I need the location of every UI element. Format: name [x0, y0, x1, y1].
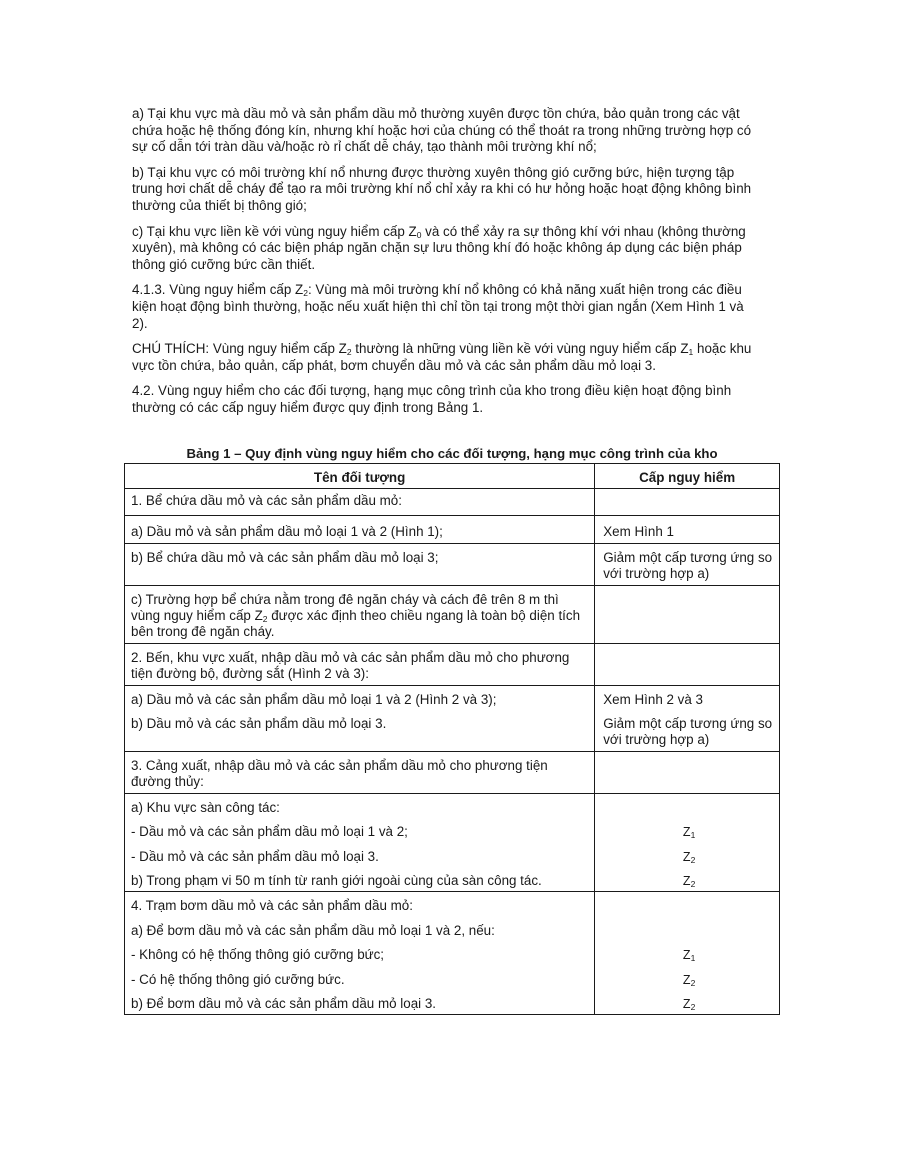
header-hazard-level: Cấp nguy hiểm	[595, 464, 780, 489]
cell-line: a) Để bơm dầu mỏ và các sản phẩm dầu mỏ loại 1 và 2, nếu:	[131, 922, 495, 938]
table-row	[125, 585, 780, 643]
table-row	[125, 892, 780, 1015]
cell-line: b) Trong phạm vi 50 m tính từ ranh giới ngoài cùng của sàn công tác.	[131, 872, 542, 888]
paragraph-4-1-3	[132, 282, 762, 332]
cell-line: b) Dầu mỏ và các sản phẩm dầu mỏ loại 3.	[131, 716, 387, 732]
table-row	[125, 685, 780, 751]
table-header-row	[125, 464, 780, 489]
paragraph-c	[132, 224, 762, 274]
table-cell	[125, 892, 595, 1015]
subscript: 2	[346, 347, 352, 358]
table-cell	[595, 793, 780, 892]
note-text: CHÚ THÍCH: Vùng nguy hiểm cấp Z	[132, 341, 347, 357]
cell-line	[603, 898, 775, 914]
table-row	[125, 793, 780, 892]
table-cell: b) Bể chứa dầu mỏ và các sản phẩm dầu mỏ loại 3;	[125, 543, 595, 585]
paragraph-4-2	[132, 383, 762, 416]
table-cell: a) Dầu mỏ và sản phẩm dầu mỏ loại 1 và 2 (Hình 1);	[125, 516, 595, 543]
cell-line: b) Để bơm dầu mỏ và các sản phẩm dầu mỏ loại 3.	[131, 995, 437, 1011]
hazard-level: $Z_2$	[682, 996, 696, 1012]
subscript: 2	[303, 288, 308, 299]
subscript: 2	[262, 614, 268, 625]
table-cell	[595, 685, 780, 751]
paragraph-42-text: 4.2. Vùng nguy hiểm cho các đối tượng, hạng mục công trình của kho trong điều kiện hoạt động bình thường có các cấp nguy hiểm được quy định trong Bảng 1.	[132, 383, 732, 415]
table-cell	[595, 892, 780, 1015]
table-row	[125, 751, 780, 793]
subscript: 1	[688, 347, 694, 358]
cell-line: 4. Trạm bơm dầu mỏ và các sản phẩm dầu mỏ:	[131, 898, 413, 914]
table-cell	[125, 685, 595, 751]
hazard-level: $Z_2$	[682, 849, 696, 865]
cell-line: Xem Hình 2 và 3	[603, 691, 703, 707]
header-object-name: Tên đối tượng	[125, 464, 595, 489]
paragraph-413-text-cont: : Vùng mà môi trường khí nổ không có khả năng xuất hiện trong các điều kiện hoạt động bình thường, hoặc nếu xuất hiện thì chỉ tồn tại trong một thời gian ngắn (Xem Hình 1 và 2).	[132, 282, 744, 331]
cell-line: - Không có hệ thống thông gió cưỡng bức;	[131, 947, 385, 963]
hazard-level: $Z_1$	[682, 825, 696, 841]
table-cell	[595, 751, 780, 793]
paragraph-b-text: b) Tại khu vực có môi trường khí nổ nhưng được thường xuyên thông gió cưỡng bức, hiện tượng tập trung hơi chất dễ cháy để tạo ra môi trường khí nổ chỉ xảy ra khi có hư hỏng hoặc hoạt động không bình thường của thiết bị thông gió;	[132, 164, 752, 213]
hazard-zone-table	[124, 463, 780, 1015]
cell-text: c) Trường hợp bể chứa nằm trong đê ngăn cháy và cách đê trên 8 m thì vùng nguy hiểm cấp Z	[131, 591, 559, 624]
cell-line: - Có hệ thống thông gió cưỡng bức.	[131, 971, 345, 987]
hazard-level: $Z_2$	[682, 972, 696, 988]
table-cell: 1. Bể chứa dầu mỏ và các sản phẩm dầu mỏ:	[125, 489, 595, 516]
paragraph-b	[132, 165, 762, 215]
hazard-level: $Z_2$	[682, 873, 696, 889]
table-cell	[125, 793, 595, 892]
table-cell: 3. Cảng xuất, nhập dầu mỏ và các sản phẩm dầu mỏ cho phương tiện đường thủy:	[125, 751, 595, 793]
table-cell	[595, 585, 780, 643]
paragraph-c-text-cont: và có thể xảy ra sự thông khí với nhau (không thường xuyên), mà không có các biện pháp ngăn chặn sự lưu thông khí đó hoặc không áp dụng các biện pháp thông gió cưỡng bức cần thiết.	[132, 223, 746, 272]
table-cell: 2. Bến, khu vực xuất, nhập dầu mỏ và các sản phẩm dầu mỏ cho phương tiện đường bộ, đường sắt (Hình 2 và 3):	[125, 643, 595, 685]
table-row	[125, 543, 780, 585]
cell-line: a) Dầu mỏ và các sản phẩm dầu mỏ loại 1 và 2 (Hình 2 và 3);	[131, 691, 497, 707]
cell-line: - Dầu mỏ và các sản phẩm dầu mỏ loại 3.	[131, 848, 379, 864]
table-cell: Xem Hình 1	[595, 516, 780, 543]
document-body	[132, 106, 762, 426]
table-row	[125, 643, 780, 685]
table-row	[125, 516, 780, 543]
note-paragraph	[132, 341, 762, 374]
cell-line	[603, 923, 775, 939]
cell-line	[603, 800, 775, 816]
cell-line: - Dầu mỏ và các sản phẩm dầu mỏ loại 1 và 2;	[131, 824, 408, 840]
paragraph-413-text: 4.1.3. Vùng nguy hiểm cấp Z	[132, 282, 304, 298]
note-text-end: hoặc khu vực tồn chứa, bảo quản, cấp phát, bơm chuyển dầu mỏ và các sản phẩm dầu mỏ loại 3.	[132, 341, 752, 373]
cell-line: Giảm một cấp tương ứng so với trường hợp a)	[603, 716, 773, 748]
table-row	[125, 489, 780, 516]
paragraph-a-text: a) Tại khu vực mà dầu mỏ và sản phẩm dầu mỏ thường xuyên được tồn chứa, bảo quản trong các vật chứa hoặc hệ thống đóng kín, nhưng khí hoặc hơi của chúng có thể thoát ra trong những trường hợp có sự cố dẫn tới tràn dầu và/hoặc rò rỉ chất dễ cháy, tạo thành môi trường khí nổ;	[132, 106, 752, 155]
paragraph-c-text: c) Tại khu vực liền kề với vùng nguy hiểm cấp Z	[132, 223, 417, 239]
table-cell	[125, 585, 595, 643]
subscript: 0	[416, 229, 422, 240]
note-text-cont: thường là những vùng liền kề với vùng nguy hiểm cấp Z	[351, 341, 689, 357]
cell-text-cont: được xác định theo chiều ngang là toàn bộ diện tích bên trong đê ngăn cháy.	[131, 608, 581, 640]
paragraph-a	[132, 106, 762, 156]
table-cell	[595, 489, 780, 516]
table-cell: Giảm một cấp tương ứng so với trường hợp a)	[595, 543, 780, 585]
table-cell	[595, 643, 780, 685]
cell-line: a) Khu vực sàn công tác:	[131, 799, 280, 815]
table-title: Bảng 1 – Quy định vùng nguy hiểm cho các đối tượng, hạng mục công trình của kho	[186, 446, 718, 461]
hazard-level: $Z_1$	[682, 948, 696, 964]
